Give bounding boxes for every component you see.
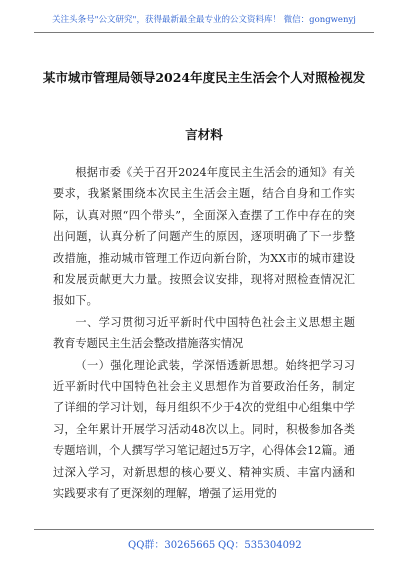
footer-divider [34,529,374,530]
footer-qq-group: QQ群：30265665 [128,540,216,551]
footer-qq-contact: QQ：535304092 [218,540,302,551]
document-body [53,162,355,505]
header-promo-note: 关注头条号"公文研究"，获得最新最全最专业的公文资料库！ 微信：gongwenyj [52,15,356,25]
paragraph-intro: 根据市委《关于召开2024年度民主生活会的通知》有关要求，我紧紧围绕本次民主生活会主题，结合自身和工作实际，认真对照“四个带头”，全面深入查摆了工作中存在的突出问题，认真分析了问题产生的原因，逐项明确了下一步整改措施，推动城市管理工作迈向新台阶，为XX市的城市建设和发展贡献更大力量。按照会议安排，现将对照检查情况汇报如下。 [53,166,355,308]
paragraph-section-heading: 一、学习贯彻习近平新时代中国特色社会主义思想主题教育专题民主生活会整改措施落实情况 [53,315,355,351]
header-divider [34,32,374,33]
document-title-line2: 言材料 [185,127,223,142]
document-title-line1: 某市城市管理局领导2024年度民主生活会个人对照检视发 [42,70,366,85]
paragraph-theory-study: （一）强化理论武装，学深悟透新思想。始终把学习习近平新时代中国特色社会主义思想作为首要政治任务，制定了详细的学习计划，每月组织不少于4次的党组中心组集中学习，全年累计开展学习活动48次以上。同时，积极参加各类专题培训，个人撰写学习笔记超过5万字，心得体会12篇。通过深入学习，对新思想的核心要义、精神实质、丰富内涵和实践要求有了更深刻的理解，增强了运用党的 [53,358,355,501]
